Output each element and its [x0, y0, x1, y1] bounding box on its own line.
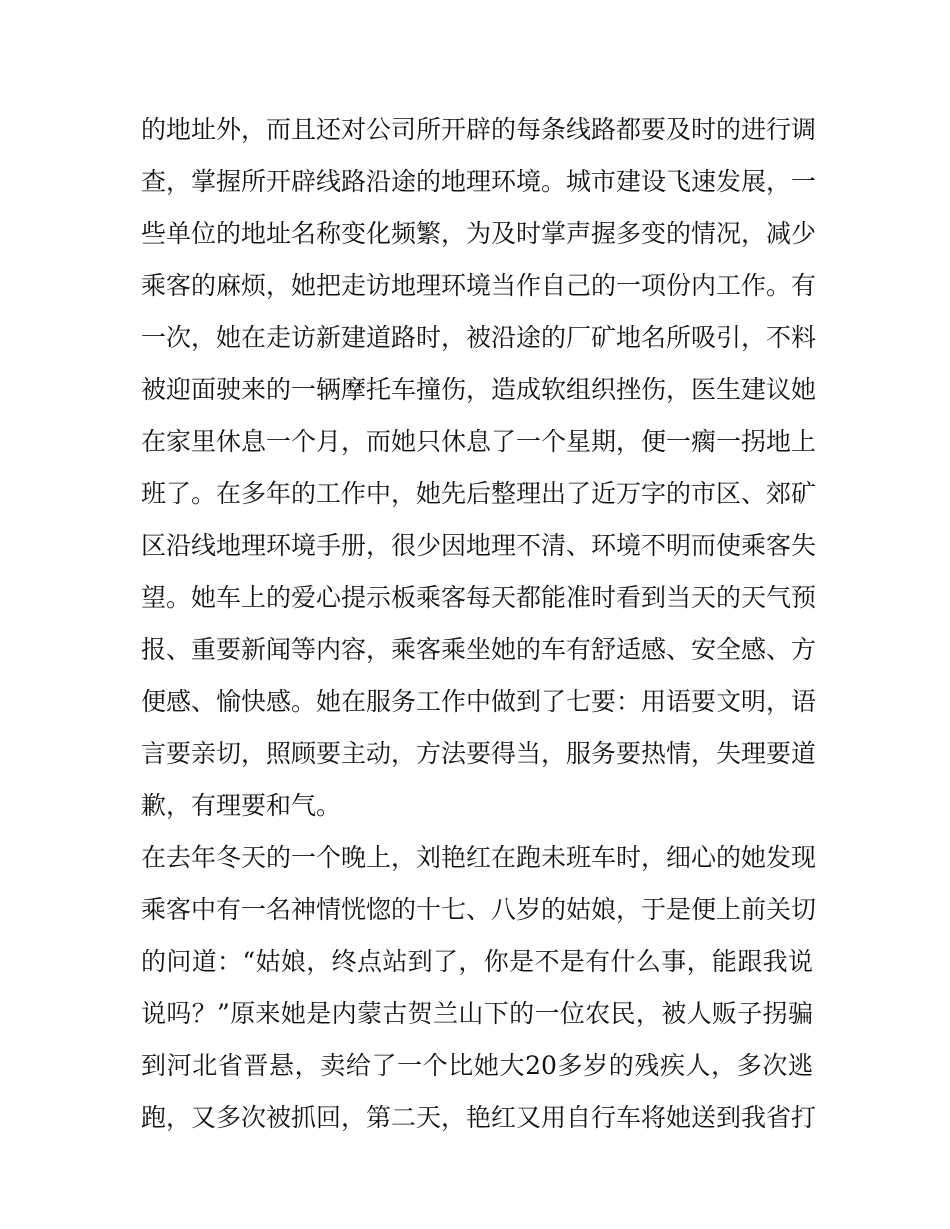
text-line: 一次，她在走访新建道路时，被沿途的厂矿地名所吸引，不料 — [141, 323, 817, 352]
text-line: 歉，有理要和气。 — [141, 791, 342, 820]
text-line: 跑，又多次被抓回，第二天，艳红又用自行车将她送到我省打 — [141, 1103, 817, 1132]
text-line: 乘客中有一名神情恍惚的十七、八岁的姑娘，于是便上前关切 — [141, 895, 817, 924]
text-line: 报、重要新闻等内容，乘客乘坐她的车有舒适感、安全感、方 — [141, 635, 817, 664]
text-line: 的地址外，而且还对公司所开辟的每条线路都要及时的进行调 — [141, 115, 817, 144]
text-line: 查，掌握所开辟线路沿途的地理环境。城市建设飞速发展，一 — [141, 167, 817, 196]
text-line: 班了。在多年的工作中，她先后整理出了近万字的市区、郊矿 — [141, 479, 817, 508]
text-line: 在家里休息一个月，而她只休息了一个星期，便一瘸一拐地上 — [141, 427, 817, 456]
text-line: 被迎面驶来的一辆摩托车撞伤，造成软组织挫伤，医生建议她 — [141, 375, 817, 404]
text-line: 些单位的地址名称变化频繁，为及时掌声握多变的情况，减少 — [141, 219, 817, 248]
text-line: 便感、愉快感。她在服务工作中做到了七要：用语要文明，语 — [141, 687, 817, 716]
text-line: 言要亲切，照顾要主动，方法要得当，服务要热情，失理要道 — [141, 739, 817, 768]
text-line: 的问道：“姑娘，终点站到了，你是不是有什么事，能跟我说 — [141, 947, 813, 976]
text-line: 望。她车上的爱心提示板乘客每天都能准时看到当天的天气预 — [141, 583, 817, 612]
text-line: 到河北省晋悬，卖给了一个比她大20多岁的残疾人，多次逃 — [141, 1051, 813, 1080]
body-text — [141, 104, 817, 1144]
text-line: 在去年冬天的一个晚上，刘艳红在跑未班车时，细心的她发现 — [141, 843, 817, 872]
text-line: 区沿线地理环境手册，很少因地理不清、环境不明而使乘客失 — [141, 531, 817, 560]
text-line: 乘客的麻烦，她把走访地理环境当作自己的一项份内工作。有 — [141, 271, 817, 300]
text-line: 说吗？”原来她是内蒙古贺兰山下的一位农民，被人贩子拐骗 — [141, 999, 813, 1028]
